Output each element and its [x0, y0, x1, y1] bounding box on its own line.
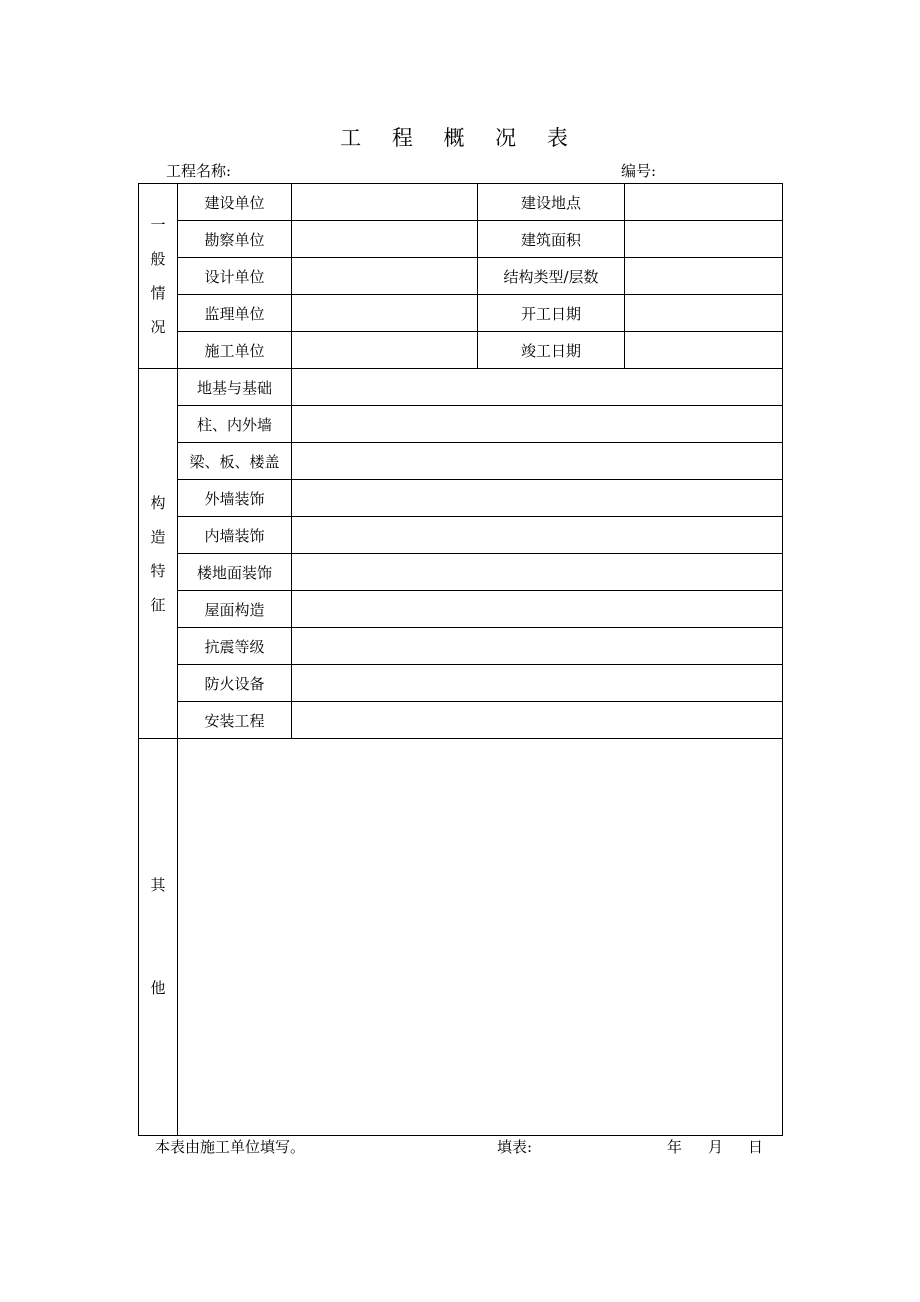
general-right-label: 建筑面积: [478, 221, 625, 258]
structure-value[interactable]: [292, 591, 783, 628]
general-left-label: 施工单位: [178, 332, 292, 369]
structure-value[interactable]: [292, 628, 783, 665]
general-right-label: 结构类型/层数: [478, 258, 625, 295]
project-name-label: 工程名称:: [166, 162, 232, 180]
general-right-value[interactable]: [625, 184, 783, 221]
structure-row: [139, 702, 783, 739]
structure-row: [139, 517, 783, 554]
form-title: 工 程 概 况 表: [340, 126, 580, 150]
structure-row: [139, 591, 783, 628]
general-row: [139, 221, 783, 258]
structure-row: [139, 665, 783, 702]
general-right-value[interactable]: [625, 332, 783, 369]
other-row: [139, 739, 783, 1136]
general-left-value[interactable]: [292, 258, 478, 295]
general-left-value[interactable]: [292, 184, 478, 221]
filler-label: 填表:: [497, 1138, 533, 1156]
section-char: 情: [150, 284, 166, 302]
structure-label: 防火设备: [178, 665, 292, 702]
date-month: 月: [708, 1138, 724, 1156]
structure-label: 抗震等级: [178, 628, 292, 665]
structure-row: [139, 369, 783, 406]
section-char: 他: [150, 979, 166, 997]
structure-row: [139, 628, 783, 665]
general-row: [139, 258, 783, 295]
section-char: 况: [150, 318, 166, 336]
structure-label: 柱、内外墙: [178, 406, 292, 443]
general-left-value[interactable]: [292, 221, 478, 258]
structure-row: [139, 406, 783, 443]
structure-label: 地基与基础: [178, 369, 292, 406]
section-char: 构: [150, 493, 166, 512]
structure-label: 内墙装饰: [178, 517, 292, 554]
general-right-value[interactable]: [625, 295, 783, 332]
structure-row: [139, 443, 783, 480]
structure-value[interactable]: [292, 517, 783, 554]
structure-label: 外墙装饰: [178, 480, 292, 517]
general-left-value[interactable]: [292, 295, 478, 332]
general-right-label: 开工日期: [478, 295, 625, 332]
structure-value[interactable]: [292, 480, 783, 517]
general-row: [139, 332, 783, 369]
general-left-label: 设计单位: [178, 258, 292, 295]
structure-label: 屋面构造: [178, 591, 292, 628]
structure-label: 楼地面装饰: [178, 554, 292, 591]
structure-section-label: [139, 369, 178, 739]
structure-value[interactable]: [292, 554, 783, 591]
section-char: 其: [150, 876, 166, 894]
structure-label: 梁、板、楼盖: [178, 443, 292, 480]
structure-value[interactable]: [292, 443, 783, 480]
general-row: [139, 184, 783, 221]
general-right-label: 竣工日期: [478, 332, 625, 369]
general-section-label: [139, 184, 178, 369]
structure-label: 安装工程: [178, 702, 292, 739]
general-left-label: 勘察单位: [178, 221, 292, 258]
structure-row: [139, 480, 783, 517]
section-char: 征: [150, 595, 166, 614]
structure-value[interactable]: [292, 665, 783, 702]
date-year: 年: [667, 1138, 683, 1156]
other-value[interactable]: [178, 739, 783, 1136]
structure-value[interactable]: [292, 702, 783, 739]
number-label: 编号:: [621, 162, 657, 180]
overview-table: [138, 183, 783, 1136]
general-left-value[interactable]: [292, 332, 478, 369]
section-char: 一: [150, 216, 166, 234]
general-right-label: 建设地点: [478, 184, 625, 221]
structure-row: [139, 554, 783, 591]
section-char: 造: [150, 527, 166, 546]
other-section-label: [139, 739, 178, 1136]
general-left-label: 监理单位: [178, 295, 292, 332]
date-day: 日: [748, 1138, 764, 1156]
structure-value[interactable]: [292, 406, 783, 443]
section-char: 特: [150, 561, 166, 580]
general-left-label: 建设单位: [178, 184, 292, 221]
general-row: [139, 295, 783, 332]
general-right-value[interactable]: [625, 258, 783, 295]
section-char: 般: [150, 250, 166, 268]
general-right-value[interactable]: [625, 221, 783, 258]
structure-value[interactable]: [292, 369, 783, 406]
footer-note: 本表由施工单位填写。: [155, 1138, 306, 1156]
